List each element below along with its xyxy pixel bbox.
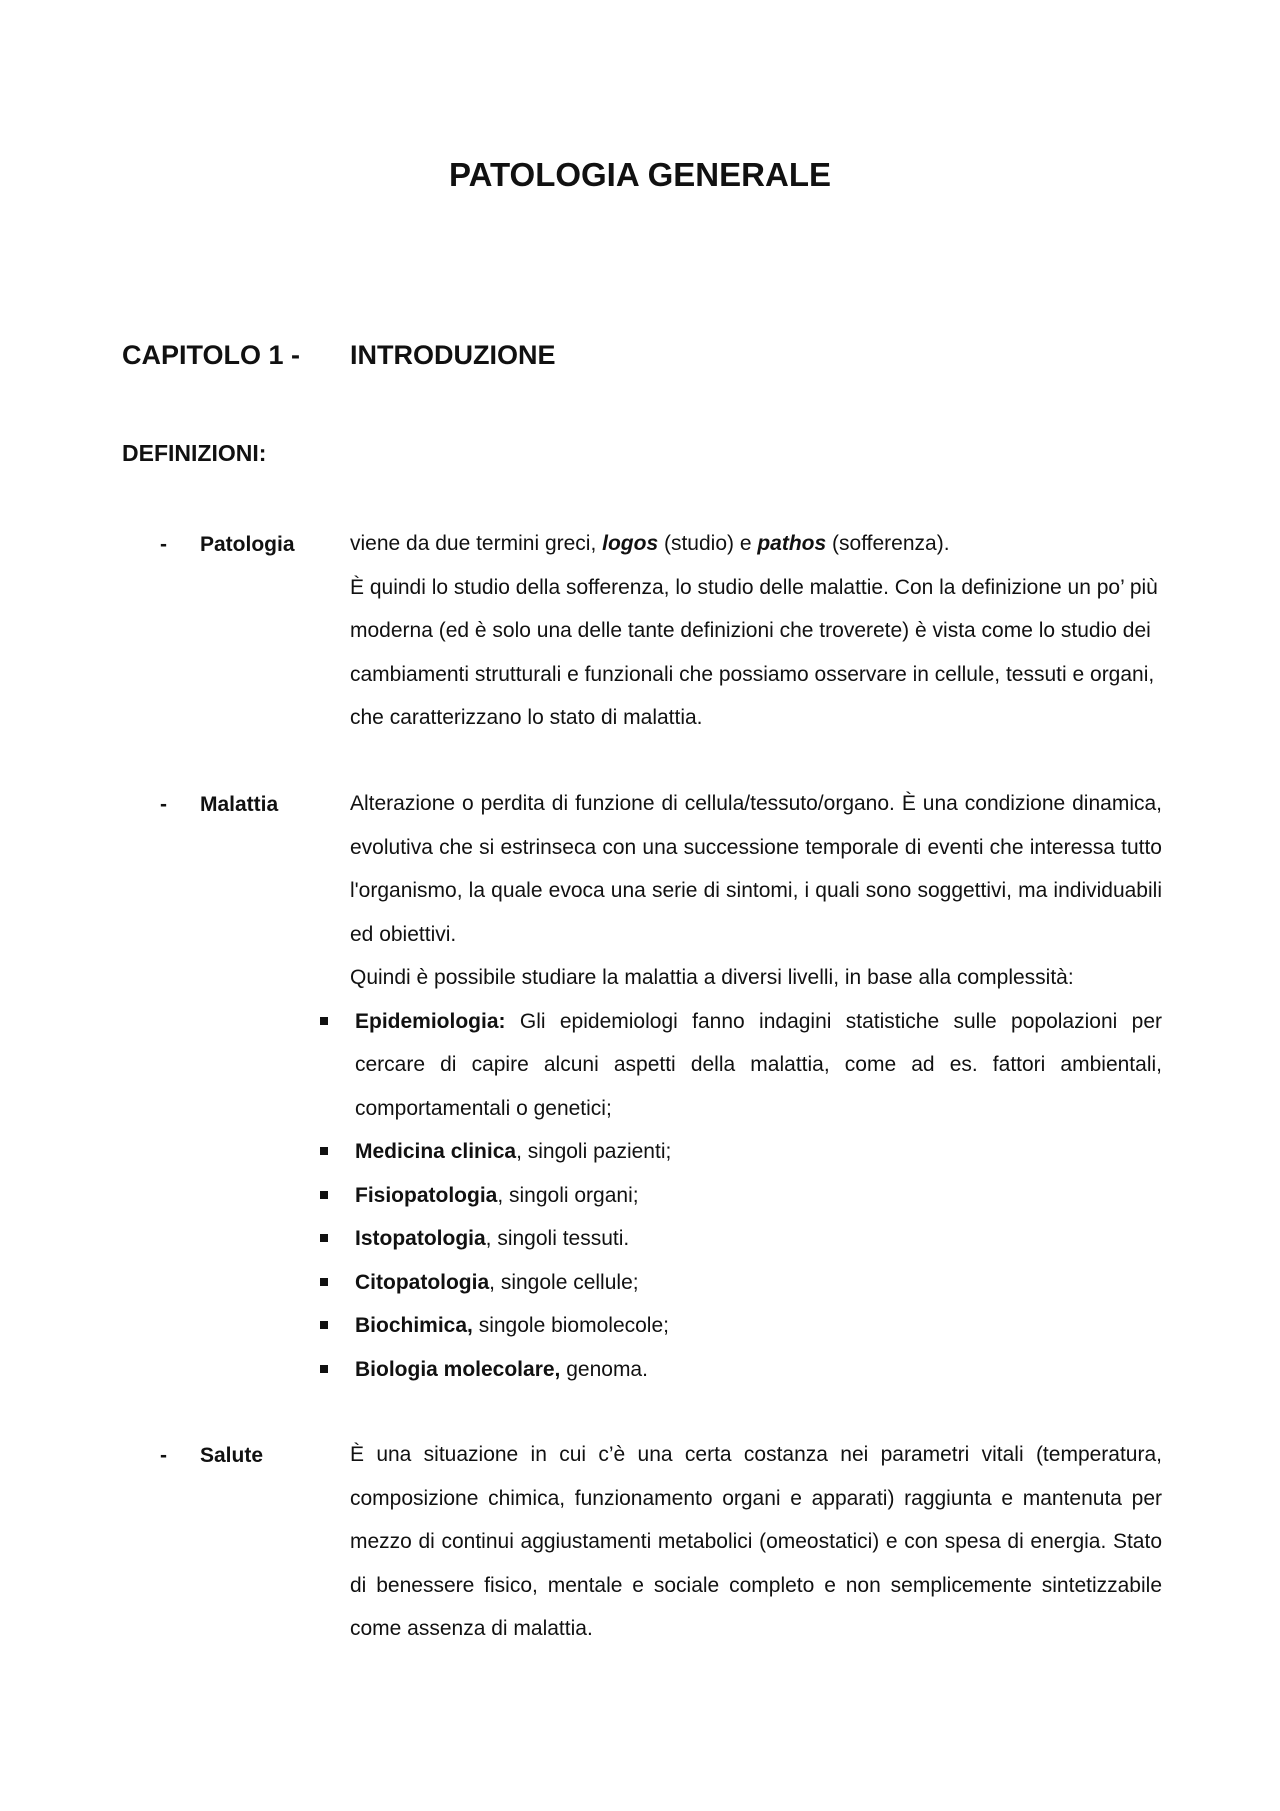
definition-term: Patologia (200, 533, 295, 556)
definition-dash: - (160, 793, 167, 816)
level-term: Citopatologia (355, 1270, 490, 1294)
text-segment: (sofferenza). (826, 532, 950, 555)
salute-paragraph: È una situazione in cui c’è una certa costanza nei parametri vitali (temperatura, composizione chimica, funzionamento organi e apparati) raggiunta e mantenuta per mezzo di continui aggiustamenti metabolici (omeostatici) e con spesa di energia. Stato di benessere fisico, mentale e sociale completo e non semplicemente sintetizzabile come assenza di malattia. (350, 1443, 1162, 1640)
definitions-heading: DEFINIZIONI: (122, 440, 267, 466)
square-bullet-icon (320, 1365, 328, 1373)
square-bullet-icon (320, 1278, 328, 1286)
document-title: PATOLOGIA GENERALE (449, 156, 831, 193)
level-term: Medicina clinica (355, 1140, 517, 1163)
malattia-levels-list (350, 1000, 1162, 1392)
chapter-heading (122, 340, 556, 371)
list-item (350, 1130, 1162, 1174)
level-term: Istopatologia (355, 1227, 486, 1250)
level-description: singole biomolecole; (472, 1314, 669, 1337)
list-item (350, 1261, 1162, 1305)
level-term: Epidemiologia: (355, 1009, 506, 1033)
list-item (350, 1217, 1162, 1261)
level-term: Fisiopatologia (355, 1183, 498, 1207)
level-description: , singoli organi; (497, 1183, 639, 1207)
list-item (350, 1000, 1162, 1131)
square-bullet-icon (320, 1234, 328, 1242)
level-description: , singoli tessuti. (485, 1227, 630, 1250)
level-description: , singoli pazienti; (516, 1140, 672, 1163)
definition-term: Salute (200, 1444, 264, 1467)
square-bullet-icon (320, 1147, 328, 1155)
chapter-number: CAPITOLO 1 - (122, 340, 301, 370)
patologia-etymology (350, 522, 1162, 566)
level-description: , singole cellule; (489, 1270, 639, 1294)
definition-body (350, 782, 1162, 1391)
square-bullet-icon (320, 1321, 328, 1329)
text-segment: viene da due termini greci, (350, 532, 603, 555)
level-term: Biochimica, (355, 1314, 473, 1337)
definition-body (350, 1433, 1162, 1651)
list-item (350, 1304, 1162, 1348)
level-term: Biologia molecolare, (355, 1357, 561, 1381)
definition-dash: - (160, 533, 167, 556)
malattia-paragraph-1: Alterazione o perdita di funzione di cellula/tessuto/organo. È una condizione dinamica, evolutiva che si estrinseca con una successione temporale di eventi che interessa tutto l'organismo, la quale evoca una serie di sintomi, i quali sono soggettivi, ma individuabili ed obiettivi. (350, 792, 1162, 946)
list-item (350, 1174, 1162, 1218)
term-pathos: pathos (757, 532, 827, 555)
malattia-paragraph-2: Quindi è possibile studiare la malattia a diversi livelli, in base alla complessità: (350, 966, 1074, 989)
chapter-name: INTRODUZIONE (350, 340, 556, 370)
level-description: genoma. (560, 1357, 648, 1381)
definition-dash: - (160, 1444, 167, 1467)
square-bullet-icon (320, 1017, 328, 1025)
patologia-paragraph: È quindi lo studio della sofferenza, lo studio delle malattie. Con la definizione un po’ più moderna (ed è solo una delle tante definizioni che troverete) è vista come lo studio dei cambiamenti strutturali e funzionali che possiamo osservare in cellule, tessuti e organi, che caratterizzano lo stato di malattia. (350, 575, 1158, 729)
level-description: Gli epidemiologi fanno indagini statistiche sulle popolazioni per cercare di capire alcuni aspetti della malattia, come ad es. fattori ambientali, comportamentali o genetici; (355, 1009, 1162, 1120)
definition-body (350, 522, 1162, 740)
text-segment: (studio) e (658, 532, 758, 555)
term-logos: logos (602, 532, 659, 555)
definition-term: Malattia (200, 793, 279, 816)
list-item (350, 1348, 1162, 1392)
square-bullet-icon (320, 1191, 328, 1199)
